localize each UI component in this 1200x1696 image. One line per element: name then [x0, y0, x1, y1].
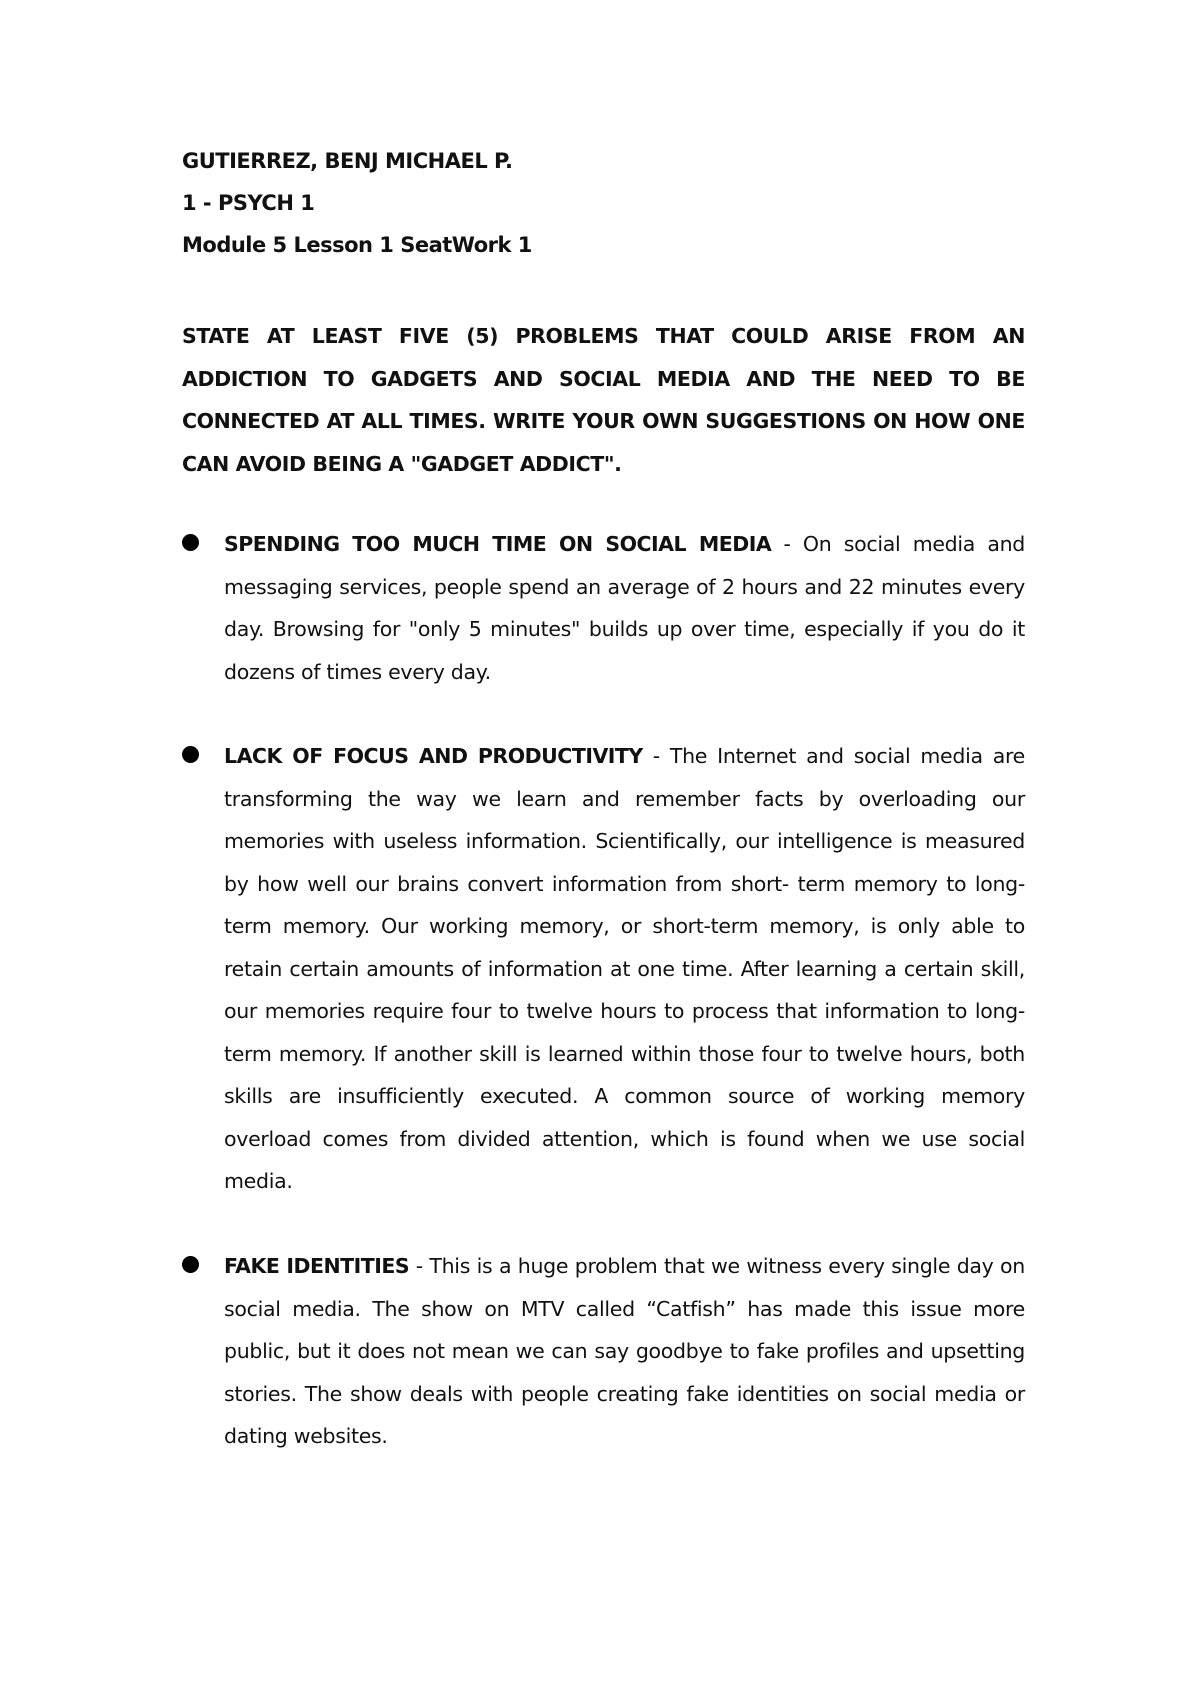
module-line: Module 5 Lesson 1 SeatWork 1 [182, 233, 532, 257]
student-name: GUTIERREZ, BENJ MICHAEL P. [182, 149, 513, 173]
list-item-body: - This is a huge problem that we witness every single day on social media. The show on MTV called “Catfish” has made this issue more public, but it does not mean we can say goodbye to fake profiles and upsetting stories. The show deals with people creating fake identities on social media or dating websites. [224, 1254, 1025, 1448]
course-line: 1 - PSYCH 1 [182, 191, 315, 215]
list-item-text [224, 735, 1025, 1203]
bullet-icon [182, 534, 199, 551]
list-item-title: LACK OF FOCUS AND PRODUCTIVITY [224, 744, 643, 768]
list-item-title: FAKE IDENTITIES [224, 1254, 410, 1278]
list-item-title: SPENDING TOO MUCH TIME ON SOCIAL MEDIA [224, 532, 772, 556]
bullet-icon [182, 1256, 199, 1273]
document-header [182, 148, 1042, 274]
list-item-body: - On social media and messaging services, people spend an average of 2 hours and 22 minutes every day. Browsing for "only 5 minutes" builds up over time, especially if you do it dozens of times every day. [224, 532, 1026, 684]
list-item-body: - The Internet and social media are transforming the way we learn and remember facts by overloading our memories with useless information. Scientifically, our intelligence is measured by how well our brains convert information from short- term memory to long-term memory. Our working memory, or short-term memory, is only able to retain certain amounts of information at one time. After learning a certain skill, our memories require four to twelve hours to process that information to long-term memory. If another skill is learned within those four to twelve hours, both skills are insufficiently executed. A common source of working memory overload comes from divided attention, which is found when we use social media. [224, 744, 1025, 1193]
list-item-text [224, 1245, 1025, 1458]
list-item-text [224, 523, 1025, 693]
assignment-prompt: STATE AT LEAST FIVE (5) PROBLEMS THAT COULD ARISE FROM AN ADDICTION TO GADGETS AND SOCIAL MEDIA AND THE NEED TO BE CONNECTED AT ALL TIMES. WRITE YOUR OWN SUGGESTIONS ON HOW ONE CAN AVOID BEING A "GADGET ADDICT". [182, 324, 1025, 476]
bullet-icon [182, 746, 199, 763]
